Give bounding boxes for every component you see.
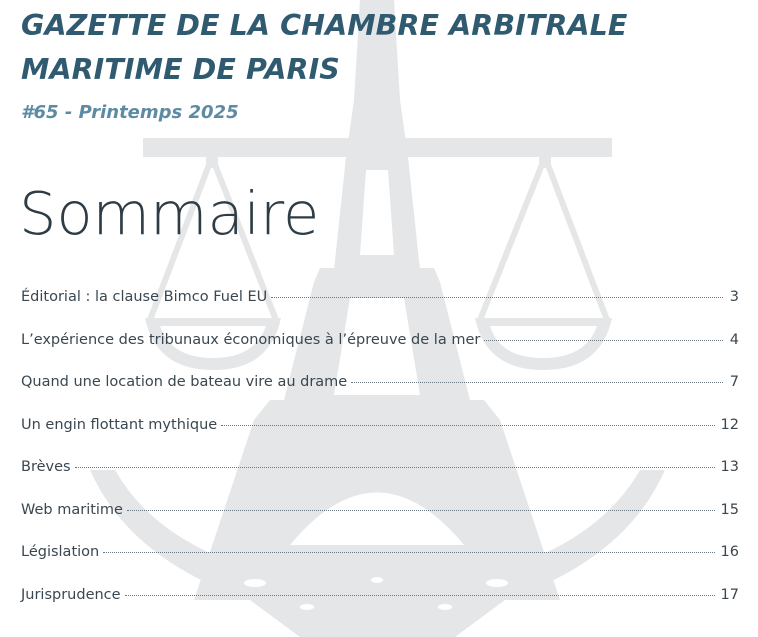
title-line-1: GAZETTE DE LA CHAMBRE ARBITRALE <box>21 9 628 42</box>
toc-entry-page: 3 <box>729 289 739 305</box>
toc-entry-jurisprudence[interactable] <box>21 582 739 625</box>
toc-dot-leader <box>351 381 723 383</box>
toc-entry-label: Un engin flottant mythique <box>21 416 218 433</box>
title-line-2: MARITIME DE PARIS <box>21 53 340 86</box>
toc-entry-tribunaux[interactable] <box>21 327 739 370</box>
toc-entry-page: 15 <box>720 501 739 518</box>
toc-entry-label: Législation <box>21 544 100 560</box>
toc-entry-legislation[interactable] <box>21 539 739 582</box>
toc-dot-leader <box>103 551 714 553</box>
table-of-contents <box>21 284 739 624</box>
toc-entry-page: 7 <box>729 374 739 390</box>
toc-dot-leader <box>127 509 715 511</box>
toc-entry-engin-flottant[interactable] <box>21 412 739 455</box>
toc-entry-page: 17 <box>720 586 739 603</box>
toc-dot-leader <box>221 424 714 426</box>
toc-entry-page: 12 <box>720 416 739 433</box>
sommaire-heading: Sommaire <box>19 179 320 248</box>
toc-entry-label: Éditorial : la clause Bimco Fuel EU <box>21 289 268 305</box>
toc-entry-label: Jurisprudence <box>21 586 121 603</box>
issue-subtitle: #65 - Printemps 2025 <box>21 102 239 123</box>
toc-entry-breves[interactable] <box>21 454 739 497</box>
toc-dot-leader <box>484 339 723 341</box>
toc-entry-label: Quand une location de bateau vire au drame <box>21 374 348 390</box>
toc-entry-label: Brèves <box>21 459 71 475</box>
toc-entry-page: 4 <box>729 331 739 348</box>
toc-dot-leader <box>75 466 715 468</box>
toc-entry-page: 13 <box>720 459 739 475</box>
toc-entry-page: 16 <box>720 544 739 560</box>
toc-entry-editorial[interactable] <box>21 284 739 327</box>
toc-dot-leader <box>125 594 715 596</box>
toc-entry-location-bateau[interactable] <box>21 369 739 412</box>
toc-entry-web-maritime[interactable] <box>21 497 739 540</box>
toc-entry-label: Web maritime <box>21 501 123 518</box>
toc-entry-label: L’expérience des tribunaux économiques à l’épreuve de la mer <box>21 331 481 348</box>
toc-dot-leader <box>271 296 723 298</box>
gazette-title <box>21 4 627 92</box>
